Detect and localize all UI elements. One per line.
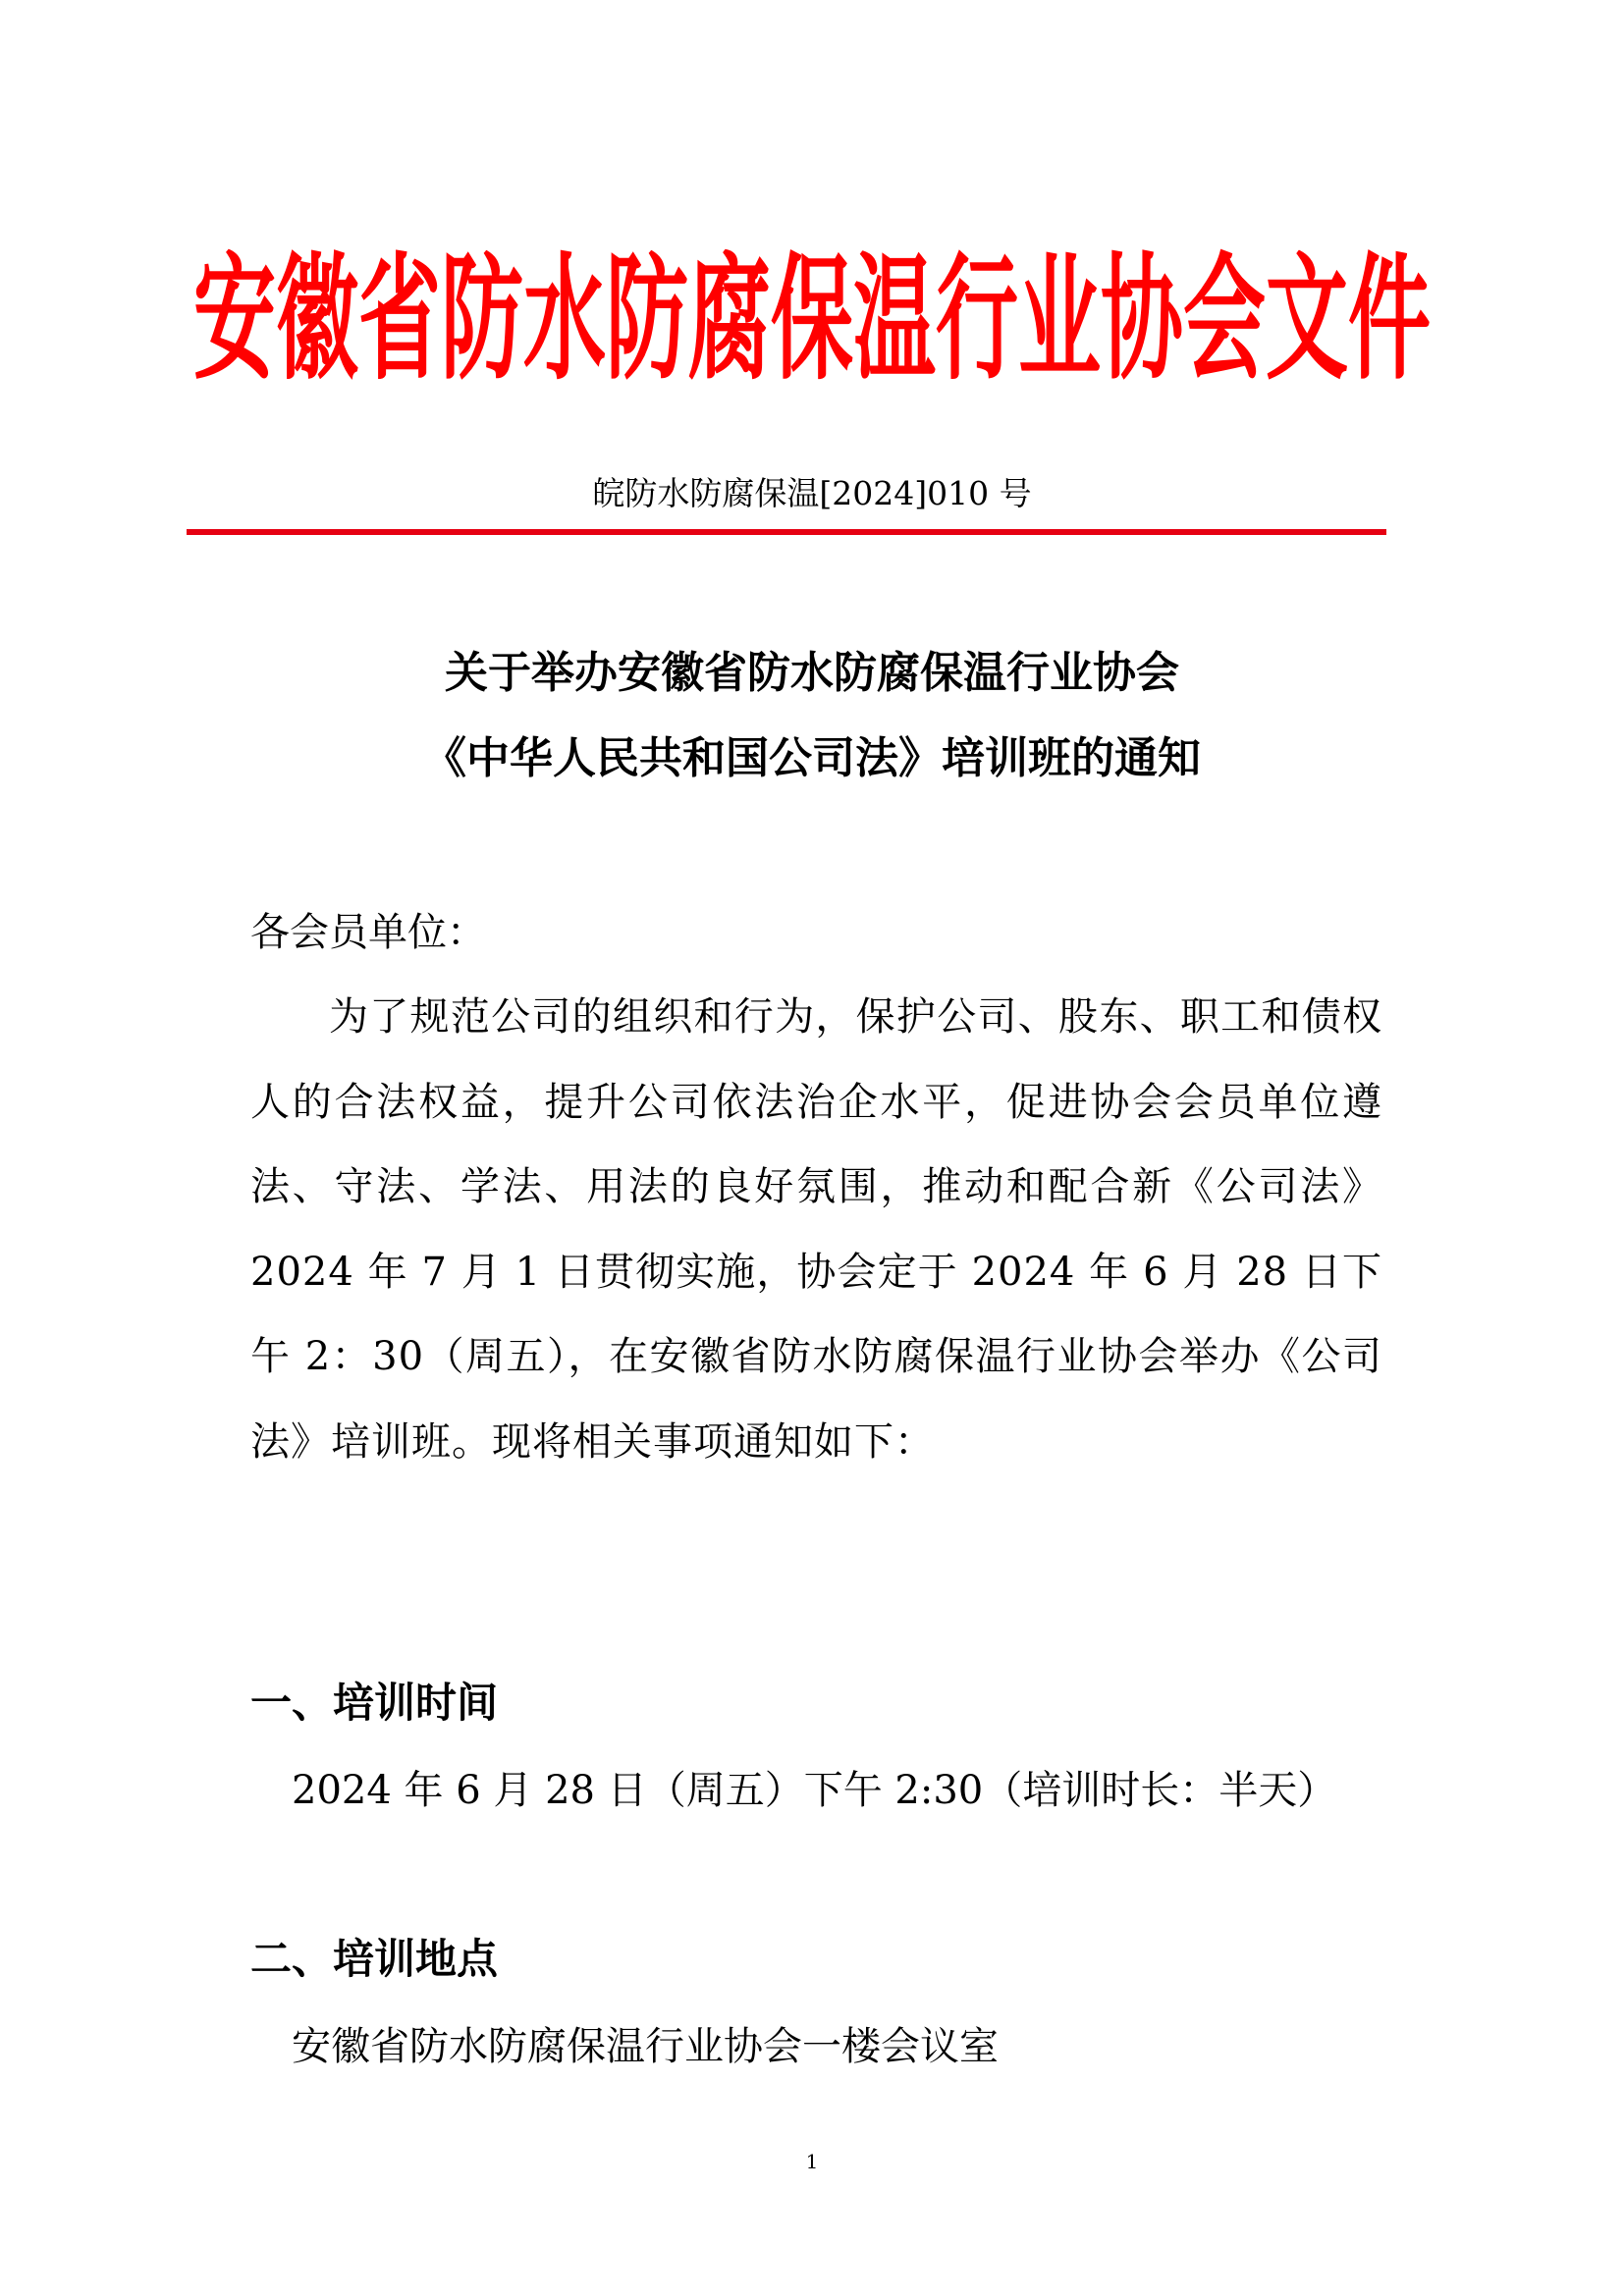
- document-header-title: 安徽省防水防腐保温行业协会文件: [192, 240, 1431, 399]
- notice-title-line-1: 关于举办安徽省防水防腐保温行业协会: [445, 648, 1179, 698]
- masthead: [187, 201, 1437, 437]
- section-content-training-time: 2024 年 6 月 28 日（周五）下午 2:30（培训时长：半天）: [292, 1768, 1337, 1813]
- red-divider-line: [187, 529, 1386, 535]
- section-heading-training-location: 二、培训地点: [250, 1935, 499, 1983]
- section-content-training-location: 安徽省防水防腐保温行业协会一楼会议室: [292, 2024, 999, 2069]
- page-number: 1: [805, 2150, 819, 2173]
- notice-title-line-2: 《中华人民共和国公司法》培训班的通知: [423, 733, 1201, 783]
- section-heading-training-time: 一、培训时间: [250, 1679, 499, 1727]
- salutation: 各会员单位：: [250, 910, 486, 955]
- body-paragraph: 为了规范公司的组织和行为，保护公司、股东、职工和债权人的合法权益，提升公司依法治企水平，促进协会会员单位遵法、守法、学法、用法的良好氛围，推动和配合新《公司法》2024 年 7 月 1 日贯彻实施，协会定于 2024 年 6 月 28 日下午 2：30（周五），在安徽省防水防腐保温行业协会举办《公司法》培训班。现将相关事项通知如下：: [250, 994, 1382, 1465]
- document-number: 皖防水防腐保温[2024]010 号: [592, 474, 1032, 512]
